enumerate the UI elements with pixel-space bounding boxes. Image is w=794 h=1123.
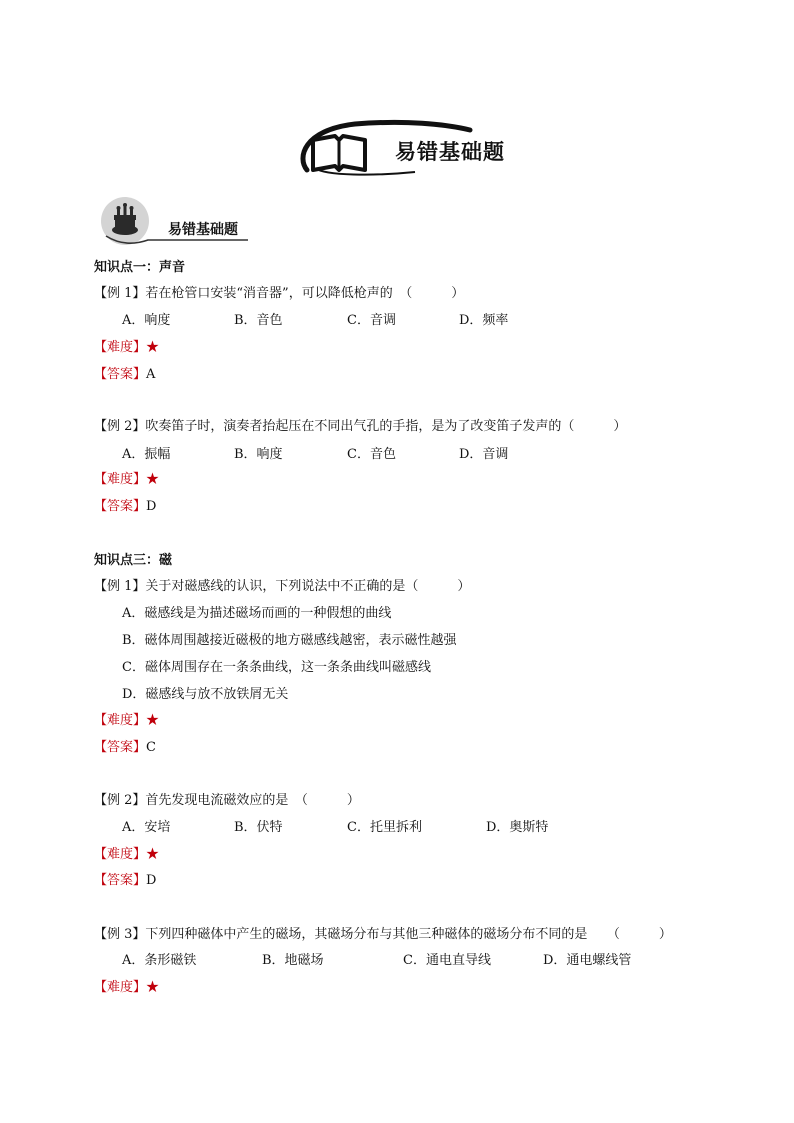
question-1-1 (94, 285, 464, 303)
option-b: B．磁体周围越接近磁极的地方磁感线越密，表示磁性越强 (122, 633, 457, 648)
option-c: C．托里拆利 (347, 820, 422, 835)
option-b: B．伏特 (234, 820, 283, 835)
option-d: D．通电螺线管 (543, 953, 632, 968)
option-a: A．安培 (122, 820, 171, 835)
difficulty-row (94, 339, 159, 357)
answer-value: C (146, 740, 156, 755)
option-d: D．奥斯特 (486, 820, 549, 835)
answer-value: A (146, 367, 156, 382)
star-icon: ★ (146, 713, 160, 728)
answer-value: D (146, 873, 157, 888)
option-a: A．响度 (122, 313, 171, 328)
difficulty-label: 【难度】 (94, 980, 147, 995)
difficulty-label: 【难度】 (94, 340, 147, 355)
section-banner-title: 易错基础题 (168, 222, 238, 238)
question-2-3 (94, 926, 672, 944)
star-icon: ★ (146, 340, 160, 355)
answer-label: 【答案】 (94, 499, 147, 514)
page-title: 易错基础题 (395, 140, 505, 164)
option-a: A．磁感线是为描述磁场而画的一种假想的曲线 (122, 606, 392, 621)
option-c: C．音色 (347, 447, 396, 462)
difficulty-label: 【难度】 (94, 713, 147, 728)
question-stem: 吹奏笛子时，演奏者抬起压在不同出气孔的手指，是为了改变笛子发声的（ ） (145, 419, 627, 434)
difficulty-row (94, 846, 159, 864)
option-d: D．频率 (459, 313, 509, 328)
question-label: 【例 2】 (94, 419, 146, 434)
option-b: B．响度 (234, 447, 283, 462)
answer-row (94, 498, 156, 516)
star-icon: ★ (146, 980, 160, 995)
option-c: C．通电直导线 (403, 953, 491, 968)
answer-label: 【答案】 (94, 873, 147, 888)
question-1-2 (94, 418, 626, 436)
question-label: 【例 2】 (94, 793, 146, 808)
section-title: 知识点三：磁 (94, 553, 173, 568)
option-b: B．地磁场 (262, 953, 324, 968)
question-2-2 (94, 792, 360, 810)
option-a: A．条形磁铁 (122, 953, 197, 968)
difficulty-label: 【难度】 (94, 847, 147, 862)
option-c: C．磁体周围存在一条条曲线，这一条条曲线叫磁感线 (122, 660, 431, 675)
answer-label: 【答案】 (94, 740, 147, 755)
question-label: 【例 3】 (94, 927, 146, 942)
answer-row (94, 366, 155, 384)
question-2-1 (94, 578, 470, 596)
option-a: A．振幅 (122, 447, 171, 462)
section-title: 知识点一：声音 (94, 260, 186, 275)
option-d: D．音调 (459, 447, 509, 462)
answer-value: D (146, 499, 157, 514)
section-banner (98, 196, 258, 246)
page-header (295, 118, 525, 182)
answer-row (94, 739, 156, 757)
answer-label: 【答案】 (94, 367, 147, 382)
question-stem: 首先发现电流磁效应的是 （ ） (145, 793, 360, 808)
question-stem: 下列四种磁体中产生的磁场，其磁场分布与其他三种磁体的磁场分布不同的是 （ ） (145, 927, 672, 942)
difficulty-row (94, 712, 159, 730)
star-icon: ★ (146, 472, 160, 487)
question-stem: 若在枪管口安装“消音器”，可以降低枪声的 （ ） (145, 286, 465, 301)
option-c: C．音调 (347, 313, 396, 328)
difficulty-row (94, 979, 159, 997)
question-label: 【例 1】 (94, 286, 146, 301)
star-icon: ★ (146, 847, 160, 862)
answer-row (94, 872, 156, 890)
question-label: 【例 1】 (94, 579, 146, 594)
difficulty-label: 【难度】 (94, 472, 147, 487)
option-d: D．磁感线与放不放铁屑无关 (122, 687, 289, 702)
question-stem: 关于对磁感线的认识，下列说法中不正确的是（ ） (145, 579, 471, 594)
difficulty-row (94, 471, 159, 489)
option-b: B．音色 (234, 313, 283, 328)
